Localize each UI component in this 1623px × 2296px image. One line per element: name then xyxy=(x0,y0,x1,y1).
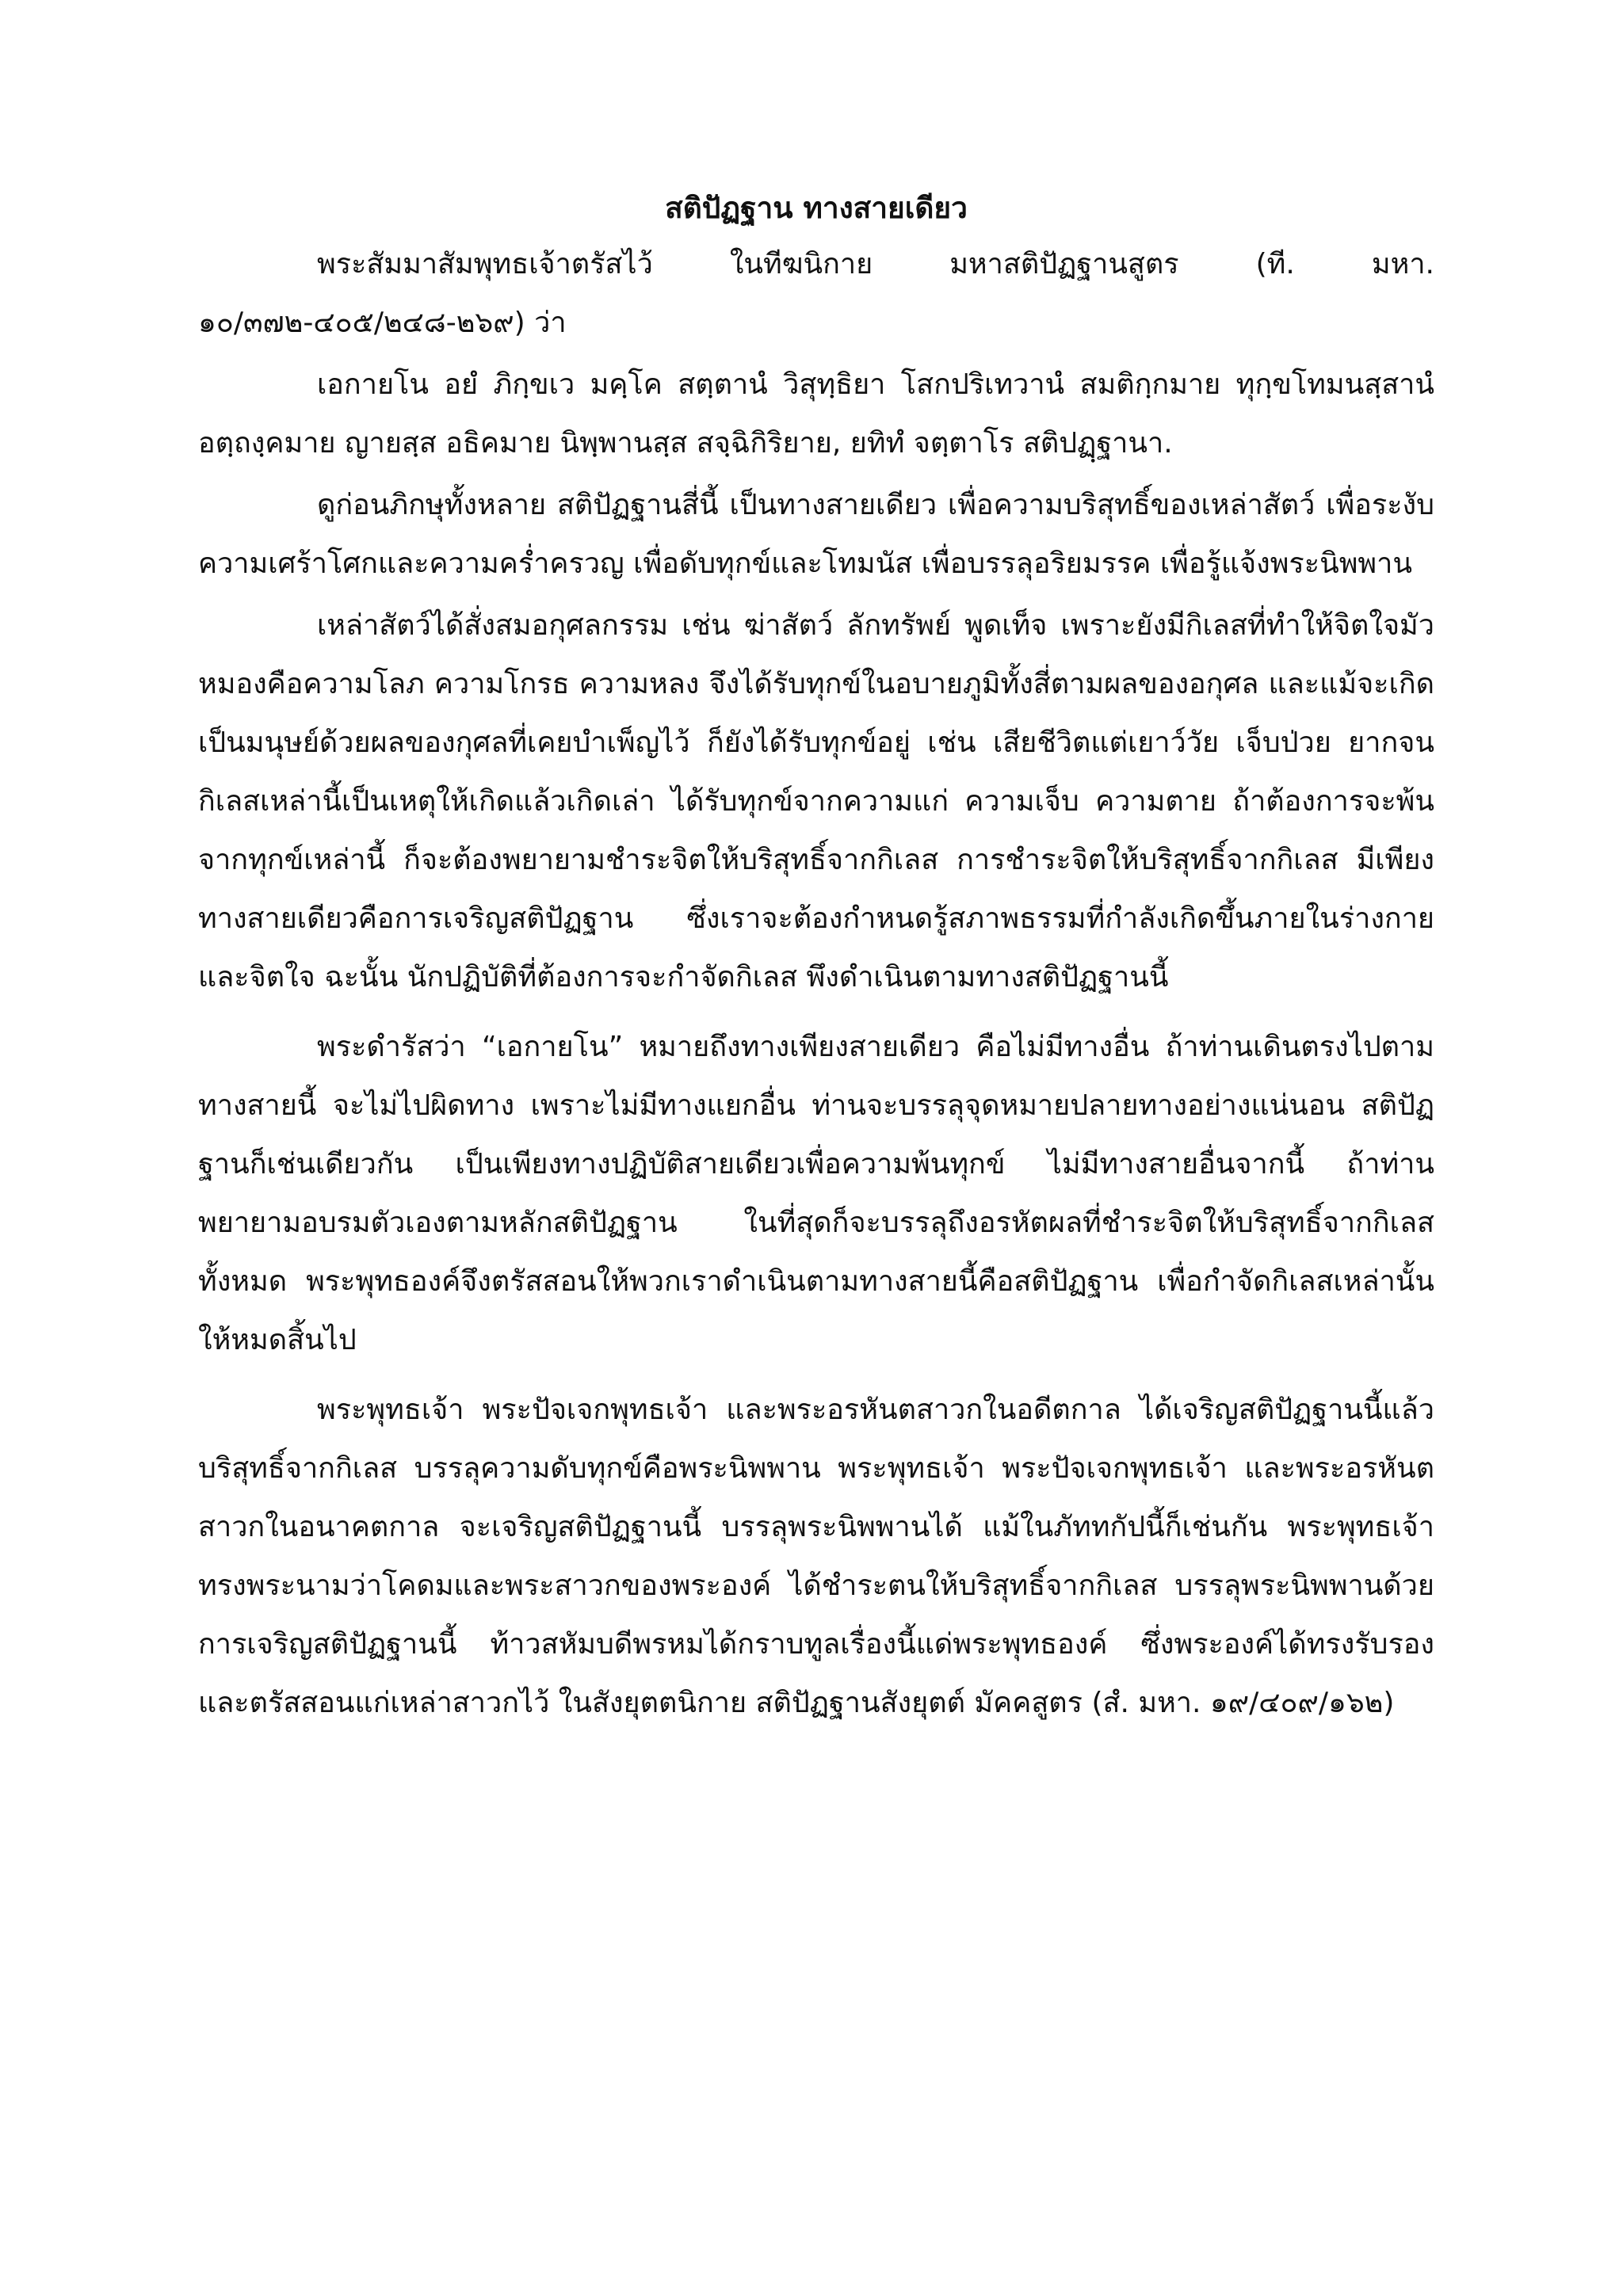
paragraph-explanation: เหล่าสัตว์ได้สั่งสมอกุศลกรรม เช่น ฆ่าสัตว์ ลักทรัพย์ พูดเท็จ เพราะยังมีกิเลสที่ทำให้จิตใจมัวหมองคือความโลภ ความโกรธ ความหลง จึงได้รับทุกข์ในอบายภูมิทั้งสี่ตามผลของอกุศล และแม้จะเกิดเป็นมนุษย์ด้วยผลของกุศลที่เคยบำเพ็ญไว้ ก็ยังได้รับทุกข์อยู่ เช่น เสียชีวิตแต่เยาว์วัย เจ็บป่วย ยากจน กิเลสเหล่านี้เป็นเหตุให้เกิดแล้วเกิดเล่า ได้รับทุกข์จากความแก่ ความเจ็บ ความตาย ถ้าต้องการจะพ้นจากทุกข์เหล่านี้ ก็จะต้องพยายามชำระจิตให้บริสุทธิ์จากกิเลส การชำระจิตให้บริสุทธิ์จากกิเลส มีเพียงทางสายเดียวคือการเจริญสติปัฏฐาน ซึ่งเราจะต้องกำหนดรู้สภาพธรรมที่กำลังเกิดขึ้นภายในร่างกายและจิตใจ ฉะนั้น นักปฏิบัติที่ต้องการจะกำจัดกิเลส พึงดำเนินตามทางสติปัฏฐานนี้ xyxy=(198,609,1434,994)
paragraph-intro: พระสัมมาสัมพุทธเจ้าตรัสไว้ ในทีฆนิกาย มหาสติปัฏฐานสูตร (ที. มหา. ๑๐/๓๗๒-๔๐๕/๒๔๘-๒๖๙) ว่า xyxy=(198,248,1434,339)
paragraph-translation: ดูก่อนภิกษุทั้งหลาย สติปัฏฐานสี่นี้ เป็นทางสายเดียว เพื่อความบริสุทธิ์ของเหล่าสัตว์ เพื่อระงับความเศร้าโศกและความคร่ำครวญ เพื่อดับทุกข์และโทมนัส เพื่อบรรลุอริยมรรค เพื่อรู้แจ้งพระนิพพาน xyxy=(198,489,1434,580)
paragraph-ekayano: พระดำรัสว่า “เอกายโน” หมายถึงทางเพียงสายเดียว คือไม่มีทางอื่น ถ้าท่านเดินตรงไปตามทางสายนี้ จะไม่ไปผิดทาง เพราะไม่มีทางแยกอื่น ท่านจะบรรลุจุดหมายปลายทางอย่างแน่นอน สติปัฏฐานก็เช่นเดียวกัน เป็นเพียงทางปฏิบัติสายเดียวเพื่อความพ้นทุกข์ ไม่มีทางสายอื่นจากนี้ ถ้าท่านพยายามอบรมตัวเองตามหลักสติปัฏฐาน ในที่สุดก็จะบรรลุถึงอรหัตผลที่ชำระจิตให้บริสุทธิ์จากกิเลสทั้งหมด พระพุทธองค์จึงตรัสสอนให้พวกเราดำเนินตามทางสายนี้คือสติปัฏฐาน เพื่อกำจัดกิเลสเหล่านั้นให้หมดสิ้นไป xyxy=(198,1031,1434,1356)
document-page xyxy=(198,186,1434,1736)
document-title: สติปัฏฐาน ทางสายเดียว xyxy=(665,191,968,225)
paragraph-past-future-buddhas: พระพุทธเจ้า พระปัจเจกพุทธเจ้า และพระอรหันตสาวกในอดีตกาล ได้เจริญสติปัฏฐานนี้แล้วบริสุทธิ์จากกิเลส บรรลุความดับทุกข์คือพระนิพพาน พระพุทธเจ้า พระปัจเจกพุทธเจ้า และพระอรหันตสาวกในอนาคตกาล จะเจริญสติปัฏฐานนี้ บรรลุพระนิพพานได้ แม้ในภัททกัปนี้ก็เช่นกัน พระพุทธเจ้าทรงพระนามว่าโคดมและพระสาวกของพระองค์ ได้ชำระตนให้บริสุทธิ์จากกิเลส บรรลุพระนิพพานด้วยการเจริญสติปัฏฐานนี้ ท้าวสหัมบดีพรหมได้กราบทูลเรื่องนี้แด่พระพุทธองค์ ซึ่งพระองค์ได้ทรงรับรองและตรัสสอนแก่เหล่าสาวกไว้ ในสังยุตตนิกาย สติปัฏฐานสังยุตต์ มัคคสูตร (สํ. มหา. ๑๙/๔๐๙/๑๖๒) xyxy=(198,1394,1434,1719)
paragraph-pali-quote: เอกายโน อยํ ภิกฺขเว มคฺโค สตฺตานํ วิสุทฺธิยา โสกปริเทวานํ สมติกฺกมาย ทุกฺขโทมนสฺสานํ อตฺถงฺคมาย ญายสฺส อธิคมาย นิพฺพานสฺส สจฺฉิกิริยาย, ยทิทํ จตฺตาโร สติปฏฺฐานา. xyxy=(198,368,1434,460)
